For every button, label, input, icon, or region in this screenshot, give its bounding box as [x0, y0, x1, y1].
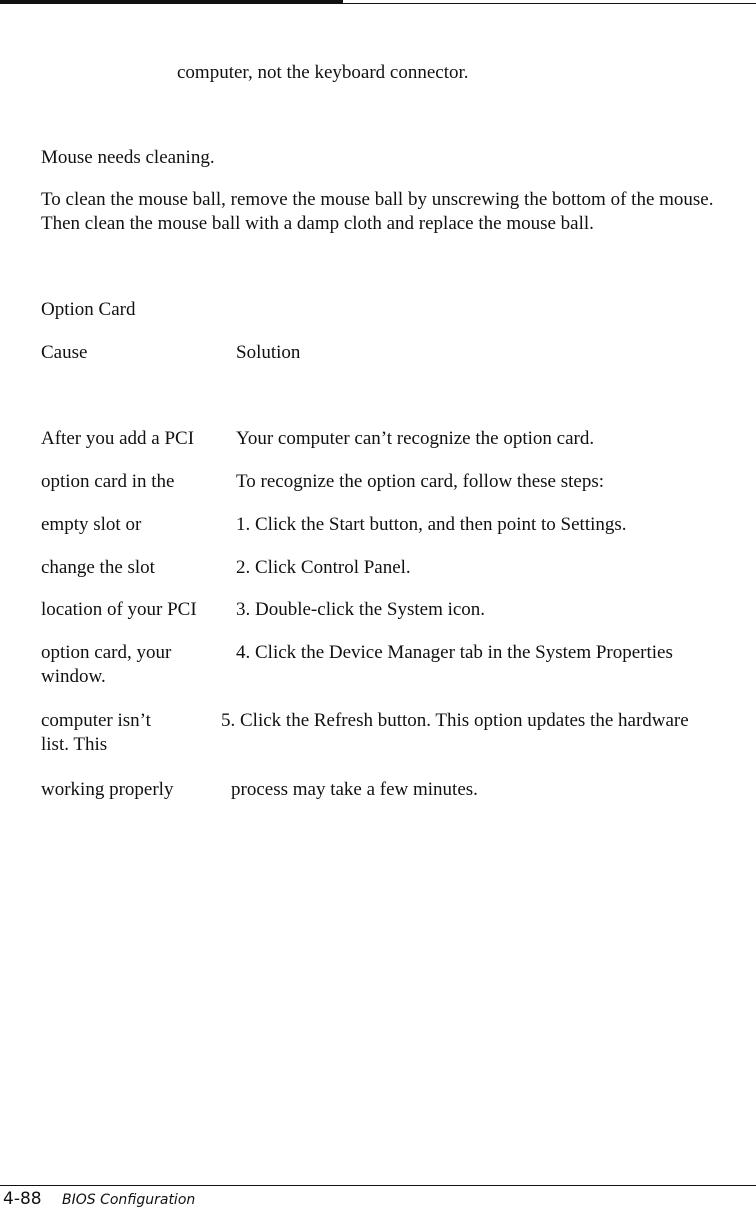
cause-line: After you add a PCI: [41, 428, 195, 449]
column-header-solution: Solution: [236, 342, 301, 363]
solution-line: 4. Click the Device Manager tab in the System Properties: [236, 642, 673, 663]
intro-line: computer, not the keyboard connector.: [177, 62, 469, 83]
footer-rule: [0, 1185, 756, 1186]
cause-line: computer isn’t: [41, 710, 151, 731]
column-header-cause: Cause: [41, 342, 88, 363]
page-number: 4-88: [3, 1189, 42, 1209]
header-rule-thin: [343, 3, 756, 4]
solution-line: 3. Double-click the System icon.: [236, 599, 486, 620]
header-rule-thick: [0, 0, 343, 4]
cause-line: location of your PCI: [41, 599, 197, 620]
solution-line: process may take a few minutes.: [231, 779, 478, 800]
option-card-heading: Option Card: [41, 299, 136, 320]
solution-line: Your computer can’t recognize the option card.: [236, 428, 595, 449]
cause-line: window.: [41, 666, 106, 687]
cause-line: working properly: [41, 779, 174, 800]
solution-line: 2. Click Control Panel.: [236, 557, 411, 578]
cause-line: option card in the: [41, 471, 175, 492]
mouse-cause: Mouse needs cleaning.: [41, 147, 215, 168]
cause-line: change the slot: [41, 557, 155, 578]
solution-line: 5. Click the Refresh button. This option updates the hardware: [221, 710, 689, 731]
cause-line: option card, your: [41, 642, 172, 663]
mouse-solution: To clean the mouse ball, remove the mouse ball by unscrewing the bottom of the mouse. Then clean the mouse ball with a damp cloth and replace the mouse ball.: [41, 189, 714, 234]
solution-line: To recognize the option card, follow these steps:: [236, 471, 605, 492]
solution-line: 1. Click the Start button, and then point to Settings.: [236, 514, 627, 535]
cause-line: list. This: [41, 734, 108, 755]
cause-line: empty slot or: [41, 514, 142, 535]
footer-section-title: BIOS Configuration: [62, 1192, 196, 1208]
